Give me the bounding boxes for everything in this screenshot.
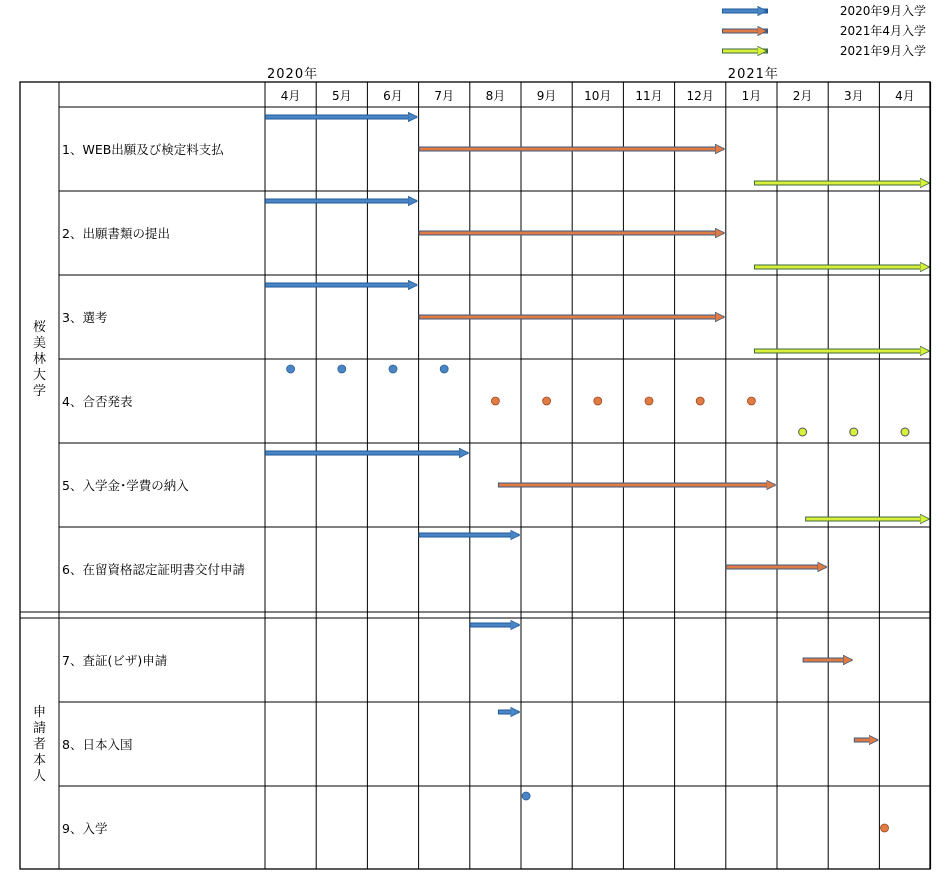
grid bbox=[20, 82, 931, 869]
schedule-arrows bbox=[265, 117, 929, 740]
month-label: 1月 bbox=[741, 89, 762, 103]
legend-label-sep2021: 2021年9月入学 bbox=[839, 44, 926, 58]
dot-sep2021 bbox=[799, 428, 807, 436]
task-label: 4、合否発表 bbox=[62, 394, 133, 409]
legend bbox=[722, 3, 926, 58]
task-labels bbox=[62, 142, 245, 836]
dot-sep2020 bbox=[389, 365, 397, 373]
month-label: 8月 bbox=[485, 89, 506, 103]
month-label: 4月 bbox=[895, 89, 915, 103]
task-label: 6、在留資格認定証明書交付申請 bbox=[62, 562, 245, 577]
dot-sep2020 bbox=[522, 792, 530, 800]
task-label: 2、出願書類の提出 bbox=[62, 226, 170, 241]
dot-sep2020 bbox=[287, 365, 295, 373]
year-label-1: 2021年 bbox=[727, 67, 779, 82]
month-label: 2月 bbox=[792, 89, 813, 103]
task-label: 9、入学 bbox=[62, 821, 108, 836]
dot-apr2021 bbox=[881, 824, 889, 832]
legend-label-sep2020: 2020年9月入学 bbox=[839, 4, 926, 18]
month-header bbox=[281, 89, 915, 103]
dot-sep2021 bbox=[901, 428, 909, 436]
month-label: 9月 bbox=[536, 89, 557, 103]
month-label: 10月 bbox=[584, 89, 612, 103]
month-label: 12月 bbox=[686, 89, 714, 103]
task-label: 5、入学金･学費の納入 bbox=[62, 478, 189, 493]
dot-sep2021 bbox=[850, 428, 858, 436]
event-dots bbox=[287, 365, 909, 832]
month-label: 4月 bbox=[280, 89, 301, 103]
dot-apr2021 bbox=[543, 397, 551, 405]
group-label-1: 申請者本人 bbox=[32, 705, 47, 784]
month-label: 3月 bbox=[843, 89, 864, 103]
dot-apr2021 bbox=[594, 397, 602, 405]
year-labels bbox=[267, 66, 779, 82]
dot-apr2021 bbox=[491, 397, 499, 405]
dot-sep2020 bbox=[338, 365, 346, 373]
legend-label-apr2021: 2021年4月入学 bbox=[839, 24, 926, 38]
dot-apr2021 bbox=[696, 397, 704, 405]
group-label-0: 桜美林大学 bbox=[32, 320, 47, 399]
month-label: 5月 bbox=[331, 89, 352, 103]
task-label: 3、選考 bbox=[62, 310, 108, 325]
dot-apr2021 bbox=[645, 397, 653, 405]
month-label: 11月 bbox=[635, 89, 663, 103]
month-label: 7月 bbox=[434, 89, 455, 103]
group-labels bbox=[33, 319, 46, 784]
task-label: 1、WEB出願及び検定料支払 bbox=[62, 142, 224, 157]
year-label-0: 2020年 bbox=[267, 67, 319, 82]
month-label: 6月 bbox=[383, 89, 403, 103]
dot-apr2021 bbox=[747, 397, 755, 405]
dot-sep2020 bbox=[440, 365, 448, 373]
task-label: 7、査証(ビザ)申請 bbox=[62, 653, 168, 668]
table-border bbox=[20, 82, 930, 869]
task-label: 8、日本入国 bbox=[62, 737, 133, 752]
